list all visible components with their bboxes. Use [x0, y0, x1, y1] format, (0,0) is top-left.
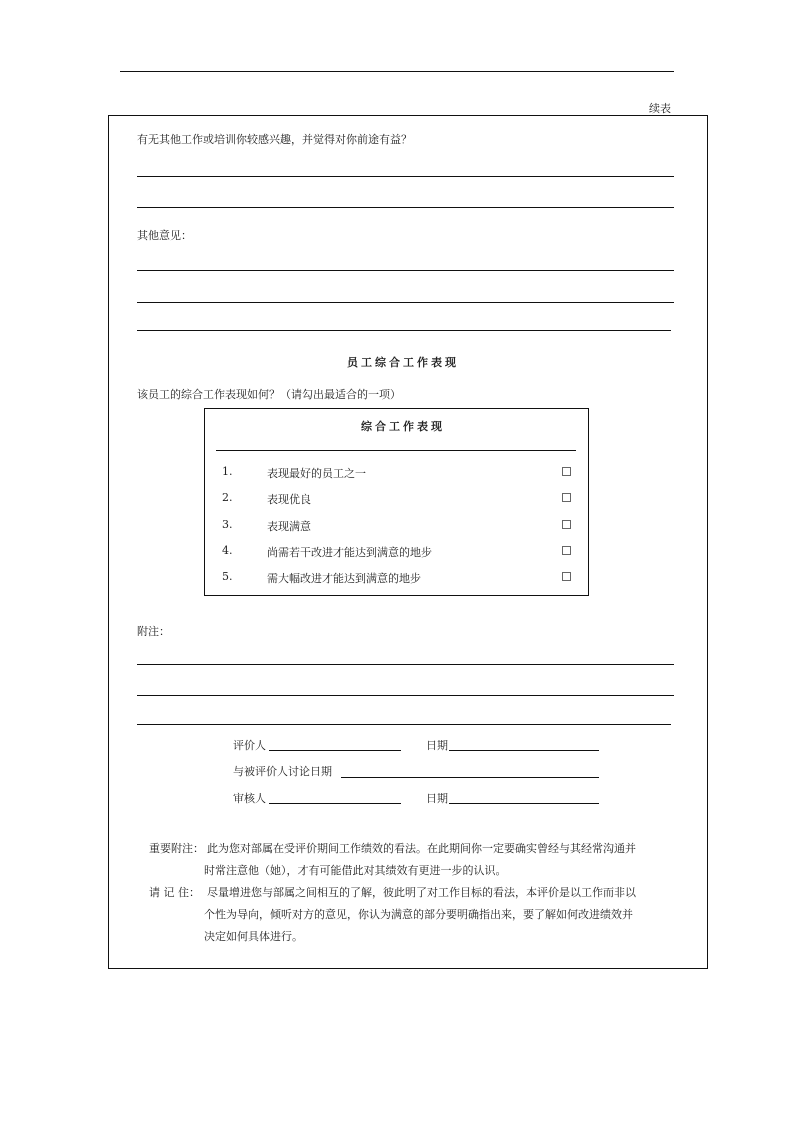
overall-table-rule — [216, 450, 576, 451]
important-note-line: 时常注意他（她），才有可能借此对其绩效有更进一步的认识。 — [204, 864, 507, 877]
overall-question: 该员工的综合工作表现如何？（请勾出最适合的一项） — [137, 388, 401, 401]
option-checkbox[interactable] — [562, 572, 571, 581]
date-label-1: 日期 — [426, 739, 448, 752]
comments-line-3[interactable] — [137, 330, 671, 331]
option-checkbox[interactable] — [562, 546, 571, 555]
option-number: 1. — [222, 465, 233, 478]
remember-line: 尽量增进您与部属之间相互的了解，彼此明了对工作目标的看法，本评价是以工作而非以 — [207, 886, 636, 899]
discussion-date-field[interactable] — [341, 777, 599, 778]
answer-line-2[interactable] — [137, 207, 674, 208]
notes-line-1[interactable] — [137, 664, 674, 665]
reviewer-field[interactable] — [269, 803, 401, 804]
option-checkbox[interactable] — [562, 493, 571, 502]
important-note-label: 重要附注： — [149, 842, 204, 855]
option-label: 表现最好的员工之一 — [267, 467, 366, 480]
overall-table-title: 综合工作表现 — [361, 420, 445, 433]
option-number: 4. — [222, 544, 233, 557]
date-label-2: 日期 — [426, 792, 448, 805]
reviewer-label: 审核人 — [233, 792, 266, 805]
header-rule — [120, 71, 674, 72]
remember-line: 决定如何具体进行。 — [204, 930, 303, 943]
option-number: 5. — [222, 570, 233, 583]
answer-line-1[interactable] — [137, 176, 674, 177]
important-note-line: 此为您对部属在受评价期间工作绩效的看法。在此期间你一定要确实曾经与其经常沟通并 — [207, 842, 636, 855]
other-comments-label: 其他意见： — [137, 229, 192, 242]
notes-line-2[interactable] — [137, 695, 674, 696]
comments-line-1[interactable] — [137, 270, 674, 271]
remember-label: 请 记 住： — [149, 886, 200, 899]
evaluator-field[interactable] — [269, 750, 401, 751]
reviewer-date-field[interactable] — [449, 803, 599, 804]
discussion-date-label: 与被评价人讨论日期 — [233, 765, 332, 778]
option-label: 尚需若干改进才能达到满意的地步 — [267, 546, 432, 559]
overall-table — [204, 408, 589, 596]
option-label: 表现优良 — [267, 493, 311, 506]
remember-line: 个性为导向，倾听对方的意见，你认为满意的部分要明确指出来，要了解如何改进绩效并 — [204, 908, 633, 921]
option-checkbox[interactable] — [562, 467, 571, 476]
notes-label: 附注： — [137, 625, 170, 638]
option-checkbox[interactable] — [562, 520, 571, 529]
evaluator-date-field[interactable] — [449, 750, 599, 751]
option-label: 表现满意 — [267, 520, 311, 533]
other-training-question: 有无其他工作或培训你较感兴趣，并觉得对你前途有益？ — [137, 133, 412, 146]
comments-line-2[interactable] — [137, 302, 674, 303]
evaluator-label: 评价人 — [233, 739, 266, 752]
continued-label: 续表 — [649, 102, 671, 115]
option-number: 3. — [222, 518, 233, 531]
notes-line-3[interactable] — [137, 724, 671, 725]
option-label: 需大幅改进才能达到满意的地步 — [267, 572, 421, 585]
overall-section-title: 员工综合工作表现 — [347, 356, 459, 369]
option-number: 2. — [222, 491, 233, 504]
